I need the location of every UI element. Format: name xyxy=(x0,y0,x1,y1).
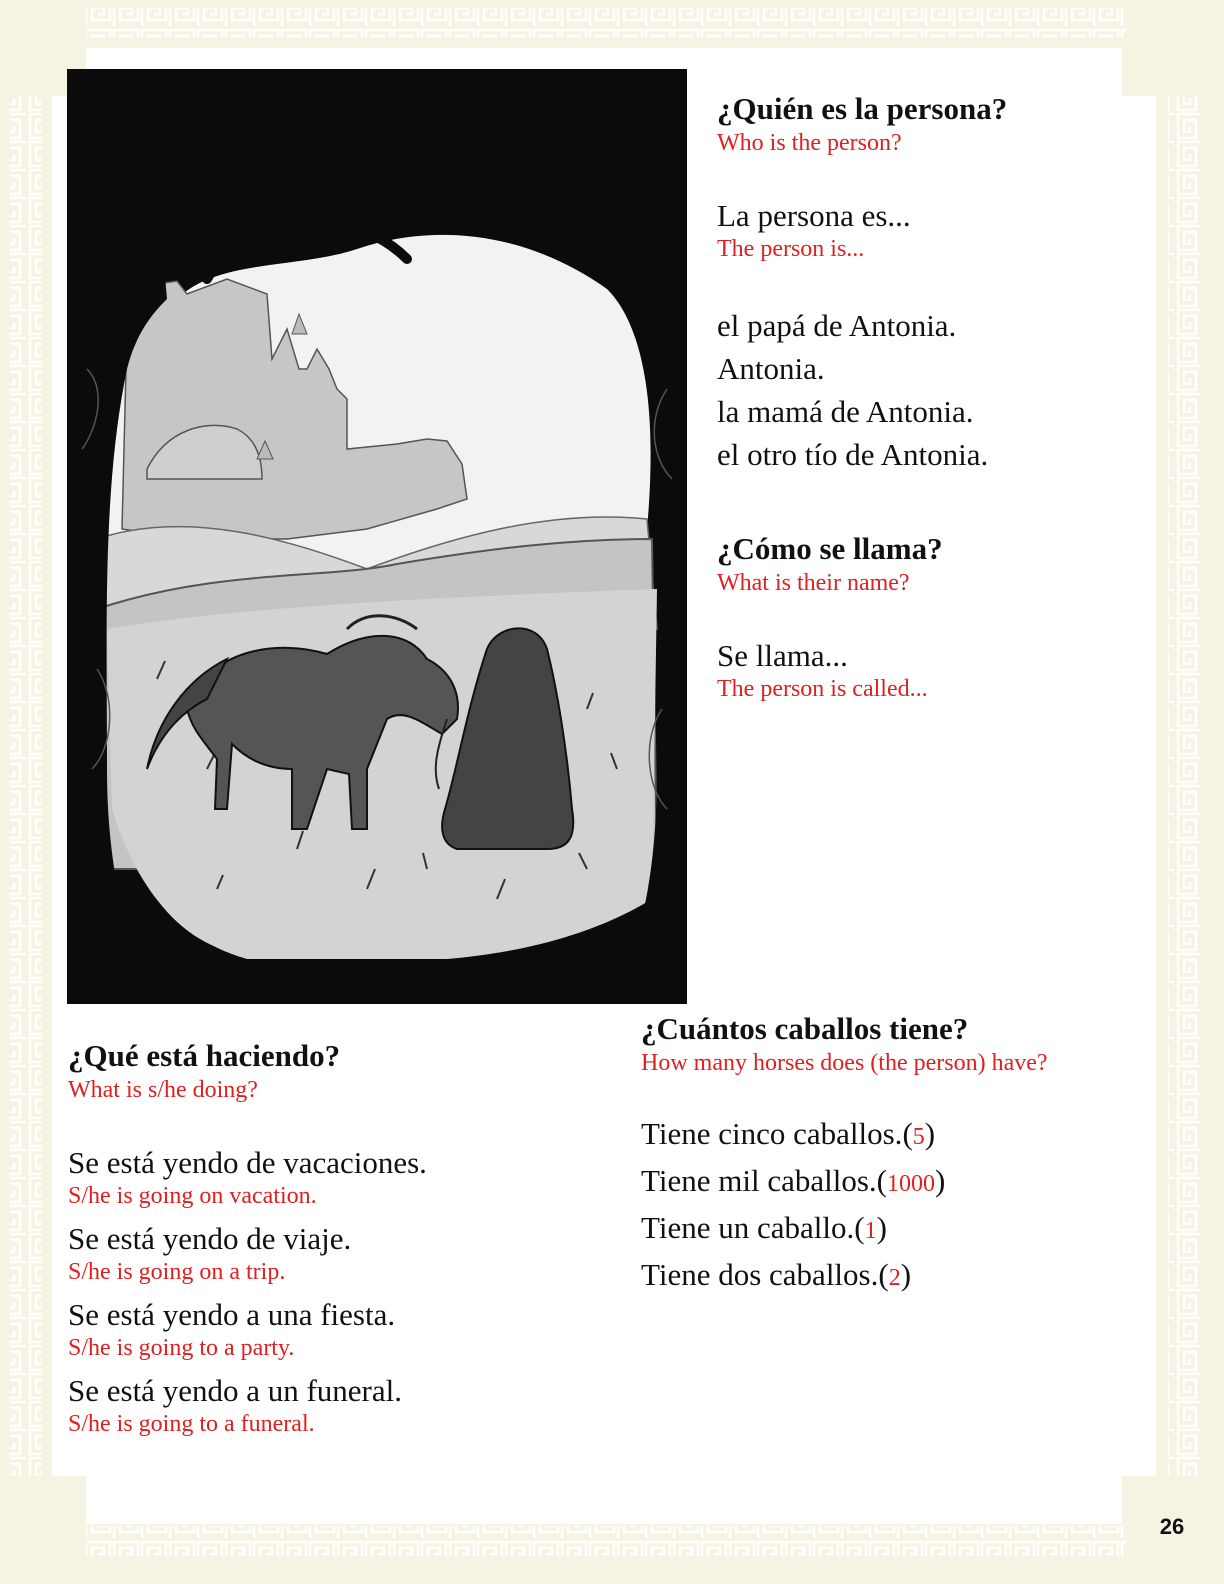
answer-option: Antonia. xyxy=(717,351,825,386)
illustration-castle-horse-figure xyxy=(67,69,687,1004)
question-horses-translation: How many horses does (the person) have? xyxy=(641,1050,1048,1076)
answer-number: 5 xyxy=(912,1124,925,1150)
answer-number: 2 xyxy=(888,1265,901,1291)
answer-option-translation: S/he is going on a trip. xyxy=(68,1259,286,1285)
answer-option: Se está yendo a un funeral. xyxy=(68,1373,402,1408)
question-who-title: ¿Quién es la persona? xyxy=(717,91,1008,126)
question-name-block xyxy=(717,530,1177,704)
question-name-translation: What is their name? xyxy=(717,570,910,596)
answer-option: la mamá de Antonia. xyxy=(717,394,974,429)
page-number: 26 xyxy=(1159,1514,1185,1539)
answer-option: Tiene cinco caballos.(5) xyxy=(641,1116,936,1151)
answer-number: 1000 xyxy=(886,1171,935,1197)
answer-number: 1 xyxy=(864,1218,877,1244)
question-name-title: ¿Cómo se llama? xyxy=(717,531,943,566)
question-who-block xyxy=(717,90,1177,476)
question-name-prompt-translation: The person is called... xyxy=(717,676,928,702)
answer-option: Tiene un caballo.(1) xyxy=(641,1210,887,1245)
question-doing-translation: What is s/he doing? xyxy=(68,1077,258,1103)
answer-option: el papá de Antonia. xyxy=(717,308,957,343)
answer-option-translation: S/he is going to a party. xyxy=(68,1335,295,1361)
question-who-translation: Who is the person? xyxy=(717,130,902,156)
answer-option: Tiene mil caballos.(1000) xyxy=(641,1163,946,1198)
question-doing-title: ¿Qué está haciendo? xyxy=(68,1038,341,1073)
answer-option: Se está yendo de vacaciones. xyxy=(68,1145,427,1180)
answer-option-translation: S/he is going to a funeral. xyxy=(68,1411,315,1437)
question-name-prompt: Se llama... xyxy=(717,638,848,673)
answer-option: Se está yendo de viaje. xyxy=(68,1221,352,1256)
question-horses-title: ¿Cuántos caballos tiene? xyxy=(641,1011,969,1046)
question-doing-block xyxy=(68,1037,628,1439)
answer-option: Tiene dos caballos.(2) xyxy=(641,1257,912,1292)
answer-option: el otro tío de Antonia. xyxy=(717,437,989,472)
answer-option-translation: S/he is going on vacation. xyxy=(68,1183,317,1209)
question-who-prompt-translation: The person is... xyxy=(717,236,865,262)
question-horses-block xyxy=(641,1010,1161,1300)
answer-option: Se está yendo a una fiesta. xyxy=(68,1297,396,1332)
question-who-prompt: La persona es... xyxy=(717,198,911,233)
